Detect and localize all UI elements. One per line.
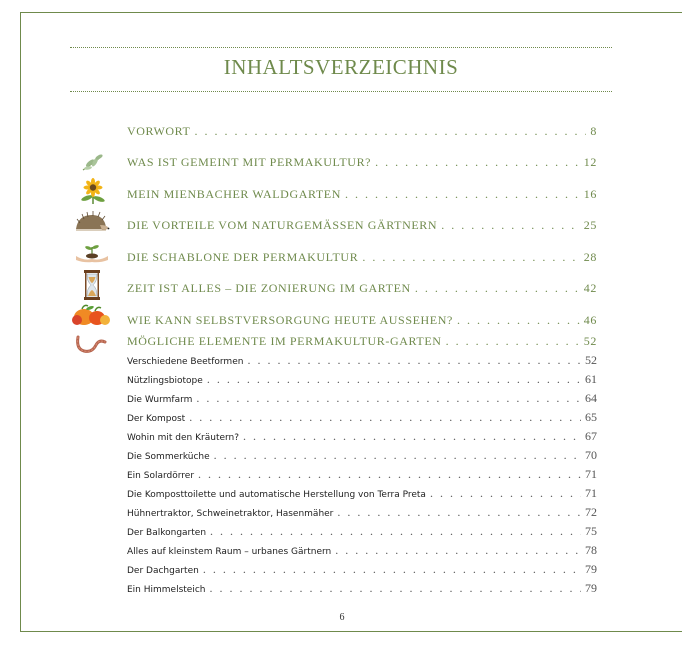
dot-leader	[207, 372, 581, 387]
dot-leader	[457, 313, 580, 328]
entry-label: WAS IST GEMEINT MIT PERMAKULTUR?	[127, 155, 372, 169]
dot-leader	[362, 250, 579, 265]
entry-label: Die Komposttoilette und automatische Herstellung von Terra Preta	[127, 490, 426, 500]
toc-main-entry[interactable]	[127, 334, 597, 349]
hedgehog-icon	[72, 211, 110, 233]
dot-leader	[375, 155, 580, 170]
toc-sub-entry[interactable]	[127, 505, 597, 520]
toc-sub-entry[interactable]	[127, 410, 597, 425]
entry-page: 25	[583, 218, 597, 232]
earthworm-icon	[74, 333, 108, 355]
entry-page: 16	[583, 187, 597, 201]
toc-sub-entry[interactable]	[127, 353, 597, 368]
vegetables-icon	[70, 303, 112, 327]
hourglass-icon	[82, 270, 102, 300]
dot-leader	[441, 218, 580, 233]
entry-label: MEIN MIENBACHER WALDGARTEN	[127, 187, 341, 201]
dot-leader	[430, 486, 581, 501]
entry-page: 12	[583, 155, 597, 169]
entry-label: Der Balkongarten	[127, 528, 207, 538]
entry-page: 79	[585, 562, 597, 576]
dot-leader	[415, 281, 580, 296]
dot-leader	[196, 391, 581, 406]
entry-label: Ein Himmelsteich	[127, 585, 206, 595]
entry-label: Der Dachgarten	[127, 566, 199, 576]
entry-label: Die Sommerküche	[127, 452, 210, 462]
entry-label: DIE SCHABLONE DER PERMAKULTUR	[127, 250, 359, 264]
entry-label: Nützlingsbiotope	[127, 376, 203, 386]
entry-label: Ein Solardörrer	[127, 471, 195, 481]
top-dotted-rule	[70, 47, 612, 48]
entry-page: 64	[585, 391, 597, 405]
entry-label: Die Wurmfarm	[127, 395, 193, 405]
entry-label: DIE VORTEILE VOM NATURGEMÄSSEN GÄRTNERN	[127, 218, 438, 232]
toc-sub-entry[interactable]	[127, 372, 597, 387]
dot-leader	[194, 124, 586, 139]
entry-page: 72	[585, 505, 597, 519]
page-title: INHALTSVERZEICHNIS	[223, 55, 459, 79]
dot-leader	[337, 505, 581, 520]
entry-label: Alles auf kleinstem Raum – urbanes Gärtnern	[127, 547, 332, 557]
entry-page: 28	[583, 250, 597, 264]
toc-sub-entry[interactable]	[127, 581, 597, 596]
toc-main-entry[interactable]	[127, 155, 597, 170]
toc-main-entry[interactable]	[127, 218, 597, 233]
entry-page: 61	[585, 372, 597, 386]
entry-page: 71	[585, 486, 597, 500]
toc-main-entry[interactable]	[127, 250, 597, 265]
entry-label: Der Kompost	[127, 414, 186, 424]
entry-label: Wohin mit den Kräutern?	[127, 433, 240, 443]
entry-page: 75	[585, 524, 597, 538]
seedling-in-hands-icon	[74, 243, 110, 263]
dot-leader	[243, 429, 581, 444]
page-number: 6	[339, 612, 345, 623]
entry-label: WIE KANN SELBSTVERSORGUNG HEUTE AUSSEHEN?	[127, 313, 453, 327]
toc-main-entry[interactable]	[127, 281, 597, 296]
dot-leader	[214, 448, 581, 463]
dot-leader	[247, 353, 581, 368]
toc-sub-entry[interactable]	[127, 448, 597, 463]
entry-label: Verschiedene Beetformen	[127, 357, 244, 367]
entry-page: 65	[585, 410, 597, 424]
entry-page: 67	[585, 429, 597, 443]
bottom-dotted-rule	[70, 91, 612, 92]
dot-leader	[198, 467, 581, 482]
entry-label: Hühnertraktor, Schweinetraktor, Hasenmäher	[127, 509, 334, 519]
toc-sub-entry[interactable]	[127, 429, 597, 444]
dot-leader	[189, 410, 581, 425]
entry-page: 42	[583, 281, 597, 295]
entry-page: 8	[590, 124, 597, 138]
toc-sub-entry[interactable]	[127, 543, 597, 558]
entry-page: 71	[585, 467, 597, 481]
entry-page: 79	[585, 581, 597, 595]
dot-leader	[446, 334, 580, 349]
dot-leader	[210, 524, 581, 539]
toc-sub-entry[interactable]	[127, 467, 597, 482]
dot-leader	[210, 581, 582, 596]
entry-page: 46	[583, 313, 597, 327]
sunflower-icon	[76, 178, 110, 204]
toc-main-entry[interactable]	[127, 124, 597, 139]
toc-sub-entry[interactable]	[127, 562, 597, 577]
toc-sub-entry[interactable]	[127, 486, 597, 501]
dot-leader	[335, 543, 581, 558]
entry-label: VORWORT	[127, 124, 191, 138]
entry-label: ZEIT IST ALLES – DIE ZONIERUNG IM GARTEN	[127, 281, 411, 295]
entry-page: 78	[585, 543, 597, 557]
entry-page: 70	[585, 448, 597, 462]
toc-main-entry[interactable]	[127, 313, 597, 328]
entry-page: 52	[583, 334, 597, 348]
entry-page: 52	[585, 353, 597, 367]
entry-label: MÖGLICHE ELEMENTE IM PERMAKULTUR-GARTEN	[127, 334, 442, 348]
toc-main-entry[interactable]	[127, 187, 597, 202]
leaf-sprig-icon	[80, 153, 106, 173]
toc-sub-entry[interactable]	[127, 391, 597, 406]
toc-sub-entry[interactable]	[127, 524, 597, 539]
dot-leader	[203, 562, 581, 577]
dot-leader	[345, 187, 580, 202]
